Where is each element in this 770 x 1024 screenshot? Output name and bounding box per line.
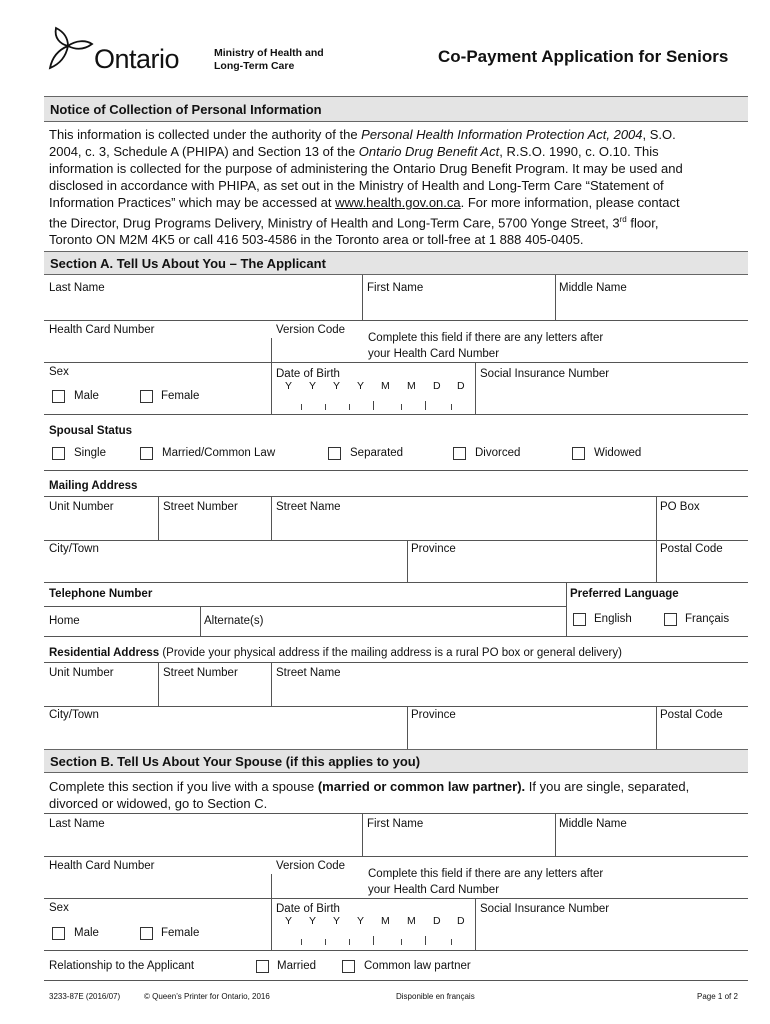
- home-phone-field[interactable]: [88, 610, 198, 634]
- trillium-icon: [46, 26, 96, 74]
- res-street-name-label: Street Name: [276, 667, 341, 679]
- married-common-law-label: Married/Common Law: [162, 447, 276, 459]
- telephone-label: Telephone Number: [49, 588, 153, 600]
- mailing-po-box-field[interactable]: [658, 517, 748, 537]
- copyright: © Queen’s Printer for Ontario, 2016: [144, 992, 270, 1001]
- spouse-sex-label: Sex: [49, 902, 69, 914]
- common-law-label: Common law partner: [364, 960, 471, 972]
- spouse-middle-name-label: Middle Name: [559, 818, 627, 830]
- res-postal-code-field[interactable]: [658, 725, 748, 745]
- divorced-label: Divorced: [475, 447, 521, 459]
- francais-label: Français: [685, 613, 730, 625]
- last-name-label: Last Name: [49, 282, 105, 294]
- res-postal-code-label: Postal Code: [660, 709, 723, 721]
- spouse-dob-label: Date of Birth: [276, 903, 340, 915]
- spouse-health-card-label: Health Card Number: [49, 860, 155, 872]
- notice-line: information is collected for the purpose of administering the Ontario Drug Benefit Program. It may be used and: [49, 161, 683, 176]
- mailing-address-label: Mailing Address: [49, 480, 138, 492]
- health-card-field[interactable]: [46, 340, 270, 360]
- unit-number-label: Unit Number: [49, 501, 114, 513]
- spousal-status-label: Spousal Status: [49, 425, 133, 437]
- spouse-dob-field[interactable]: Y Y Y Y M M D D: [273, 915, 475, 947]
- mailing-unit-field[interactable]: [46, 517, 156, 537]
- spouse-health-card-field[interactable]: [46, 876, 270, 896]
- english-checkbox[interactable]: [573, 613, 586, 626]
- francais-checkbox[interactable]: [664, 613, 677, 626]
- alternate-phone-label: Alternate(s): [204, 615, 264, 627]
- widowed-checkbox[interactable]: [572, 447, 585, 460]
- spouse-male-checkbox[interactable]: [52, 927, 65, 940]
- postal-code-label: Postal Code: [660, 543, 723, 555]
- single-checkbox[interactable]: [52, 447, 65, 460]
- alternate-phone-field[interactable]: [272, 610, 564, 634]
- sin-label: Social Insurance Number: [480, 368, 610, 380]
- sin-field[interactable]: [477, 384, 747, 412]
- health-card-label: Health Card Number: [49, 324, 155, 336]
- mailing-street-name-field[interactable]: [273, 517, 655, 537]
- mailing-street-number-field[interactable]: [160, 517, 270, 537]
- notice-text: [49, 126, 749, 248]
- widowed-label: Widowed: [594, 447, 642, 459]
- notice-line: This information is collected under the authority of the Personal Health Information Protection Act, 2004, S.O.: [49, 127, 676, 142]
- res-street-name-field[interactable]: [273, 683, 747, 703]
- res-province-label: Province: [411, 709, 456, 721]
- spouse-sin-field[interactable]: [477, 919, 747, 947]
- male-label: Male: [74, 390, 99, 402]
- form-title: Co-Payment Application for Seniors: [438, 47, 729, 66]
- street-number-label: Street Number: [163, 501, 238, 513]
- single-label: Single: [74, 447, 106, 459]
- spouse-version-code-label: Version Code: [276, 860, 346, 872]
- separated-checkbox[interactable]: [328, 447, 341, 460]
- divorced-checkbox[interactable]: [453, 447, 466, 460]
- first-name-field[interactable]: [365, 298, 553, 318]
- mailing-city-field[interactable]: [46, 559, 406, 579]
- female-label: Female: [161, 390, 200, 402]
- english-label: English: [594, 613, 632, 625]
- separated-label: Separated: [350, 447, 404, 459]
- notice-heading: Notice of Collection of Personal Information: [50, 102, 322, 117]
- health-website-link[interactable]: www.health.gov.on.ca: [335, 195, 461, 210]
- province-label: Province: [411, 543, 456, 555]
- spouse-middle-name-field[interactable]: [558, 834, 748, 854]
- section-b-heading: Section B. Tell Us About Your Spouse (if this applies to you): [50, 754, 421, 769]
- spouse-sin-label: Social Insurance Number: [480, 903, 610, 915]
- city-label: City/Town: [49, 543, 99, 555]
- spouse-male-label: Male: [74, 927, 99, 939]
- spouse-first-name-field[interactable]: [365, 834, 553, 854]
- po-box-label: PO Box: [660, 501, 700, 513]
- section-b-heading-bar: [44, 749, 748, 773]
- spouse-last-name-field[interactable]: [46, 834, 360, 854]
- res-street-number-field[interactable]: [160, 683, 270, 703]
- mailing-province-field[interactable]: [409, 559, 655, 579]
- common-law-checkbox[interactable]: [342, 960, 355, 973]
- res-unit-number-label: Unit Number: [49, 667, 114, 679]
- res-street-number-label: Street Number: [163, 667, 238, 679]
- notice-line: Toronto ON M2M 4K5 or call 416 503-4586 in the Toronto area or toll-free at 1 888 405-0405.: [49, 232, 584, 248]
- street-name-label: Street Name: [276, 501, 341, 513]
- section-a-heading-bar: [44, 251, 748, 275]
- logo-wordmark: Ontario: [94, 44, 180, 74]
- first-name-label: First Name: [367, 282, 424, 294]
- middle-name-label: Middle Name: [559, 282, 627, 294]
- ministry-name: Ministry of Health and Long-Term Care: [214, 47, 324, 72]
- spouse-last-name-label: Last Name: [49, 818, 105, 830]
- relationship-label: Relationship to the Applicant: [49, 960, 195, 972]
- married-label: Married: [277, 960, 316, 972]
- spouse-female-label: Female: [161, 927, 200, 939]
- version-code-field[interactable]: [273, 340, 361, 360]
- res-unit-field[interactable]: [46, 683, 156, 703]
- last-name-field[interactable]: [46, 298, 360, 318]
- middle-name-field[interactable]: [558, 298, 748, 318]
- notice-line: 2004, c. 3, Schedule A (PHIPA) and Section 13 of the Ontario Drug Benefit Act, R.S.O. 1990, c. O.10. This: [49, 144, 659, 159]
- page-number: Page 1 of 2: [697, 992, 738, 1001]
- married-checkbox[interactable]: [256, 960, 269, 973]
- version-code-label: Version Code: [276, 324, 346, 336]
- female-checkbox[interactable]: [140, 390, 153, 403]
- version-code-note: Complete this field if there are any letters after your Health Card Number: [368, 332, 604, 360]
- spouse-version-code-field[interactable]: [273, 876, 361, 896]
- male-checkbox[interactable]: [52, 390, 65, 403]
- form-number: 3233-87E (2016/07): [49, 992, 121, 1001]
- notice-line: the Director, Drug Programs Delivery, Ministry of Health and Long-Term Care, 5700 Yonge Street, 3rd floor,: [49, 215, 659, 231]
- section-b-intro: Complete this section if you live with a spouse (married or common law partner). If you are single, separated, divorced or widowed, go to Section C.: [49, 779, 690, 811]
- spouse-first-name-label: First Name: [367, 818, 424, 830]
- married-common-law-checkbox[interactable]: [140, 447, 153, 460]
- notice-line: disclosed in accordance with PHIPA, as set out in the Ministry of Health and Long-Term Care “Statement of: [49, 178, 664, 193]
- french-available: Disponible en français: [396, 992, 475, 1001]
- notice-heading-bar: [44, 96, 748, 122]
- spouse-version-code-note: Complete this field if there are any letters after your Health Card Number: [368, 868, 604, 896]
- res-city-label: City/Town: [49, 709, 99, 721]
- dob-label: Date of Birth: [276, 368, 340, 380]
- res-province-field[interactable]: [409, 725, 655, 745]
- mailing-postal-code-field[interactable]: [658, 559, 748, 579]
- dob-field[interactable]: Y Y Y Y M M D D: [273, 380, 475, 412]
- res-city-field[interactable]: [46, 725, 406, 745]
- notice-line: Information Practices” which may be accessed at www.health.gov.on.ca. For more information, please contact: [49, 195, 680, 210]
- residential-address-heading: Residential Address (Provide your physical address if the mailing address is a rural PO box or general delivery): [49, 647, 622, 659]
- section-a-heading: Section A. Tell Us About You – The Applicant: [50, 256, 326, 271]
- ontario-logo: [46, 26, 196, 78]
- home-phone-label: Home: [49, 615, 80, 627]
- spouse-female-checkbox[interactable]: [140, 927, 153, 940]
- sex-label: Sex: [49, 366, 69, 378]
- preferred-language-label: Preferred Language: [570, 588, 679, 600]
